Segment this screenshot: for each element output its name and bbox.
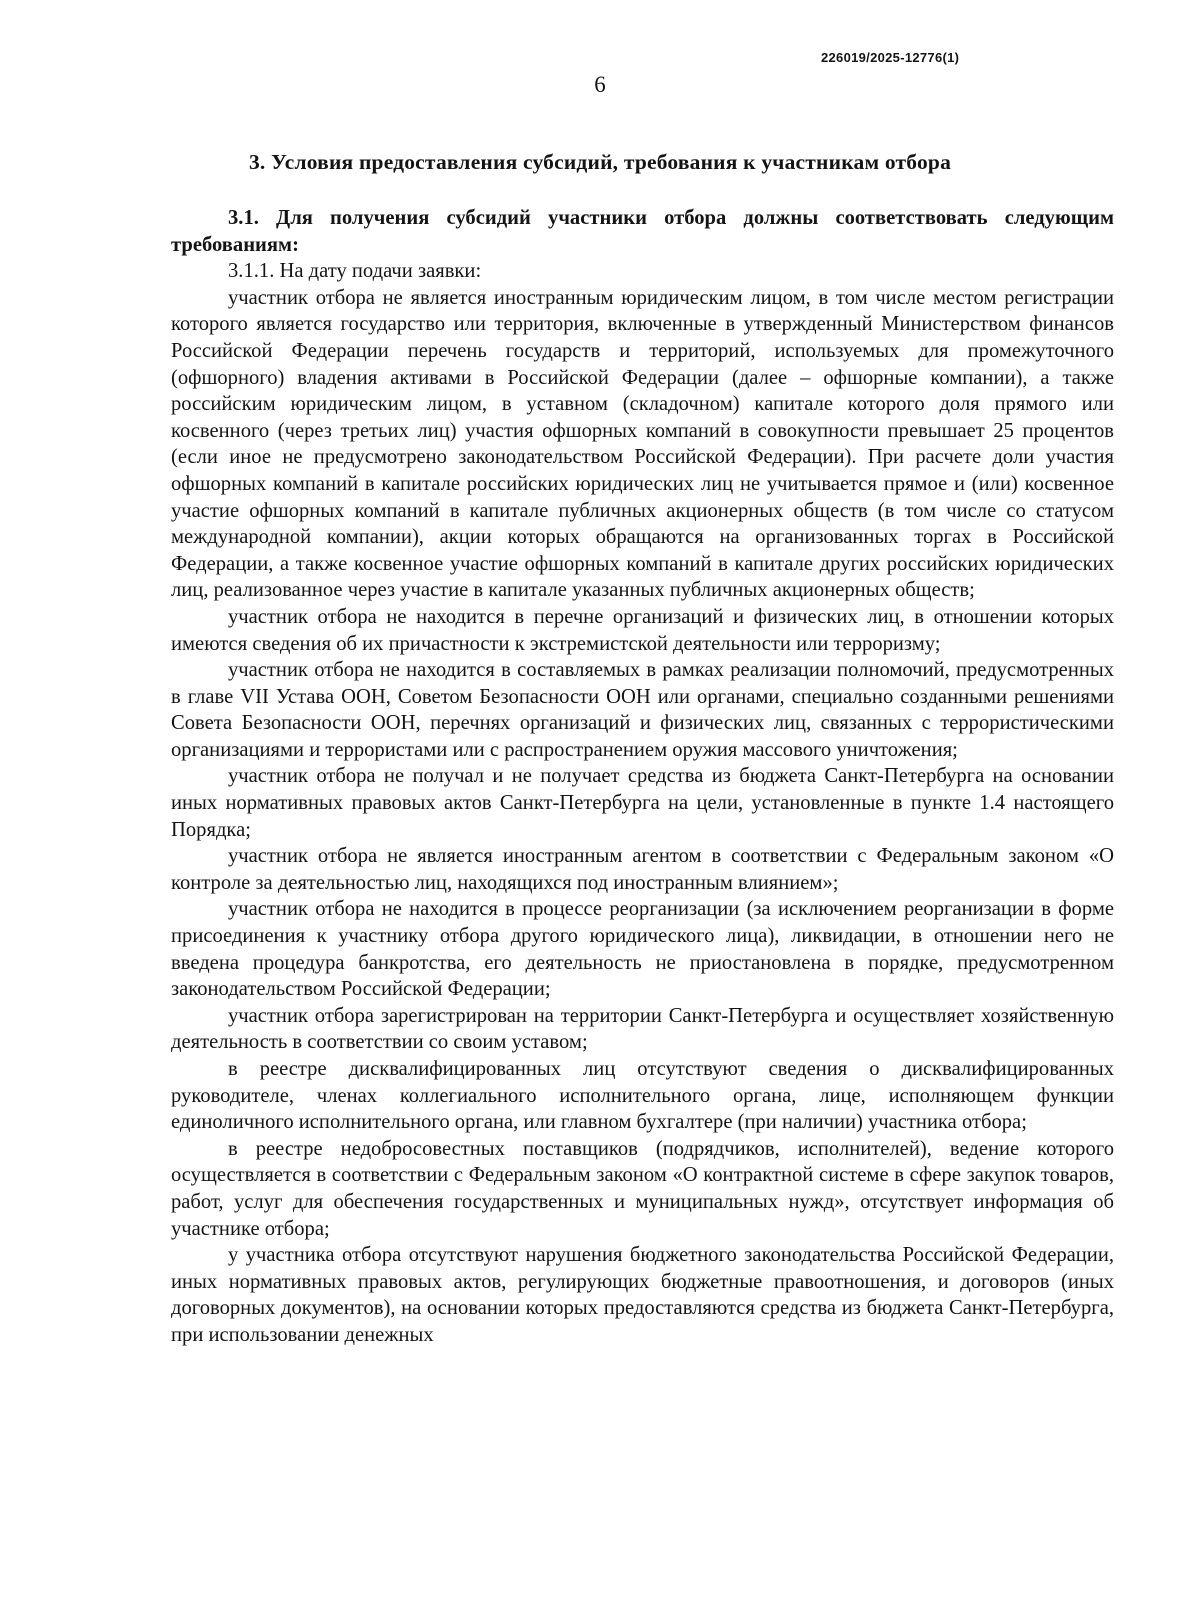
- paragraph-registration: участник отбора зарегистрирован на территории Санкт-Петербурга и осуществляет хозяйственную деятельность в соответствии со своим уставом;: [171, 1004, 1114, 1054]
- paragraph-offshore: участник отбора не является иностранным юридическим лицом, в том числе местом регистрации которого является государство или территория, включенные в утвержденный Министерством финансов Российской Федерации перечень государств и территорий, используемых для промежуточного (офшорного) владения активами в Российской Федерации (далее – офшорные компании), а также российским юридическим лицом, в уставном (складочном) капитале которого доля прямого или косвенного (через третьих лиц) участия офшорных компаний в совокупности превышает 25 процентов (если иное не предусмотрено законодательством Российской Федерации). При расчете доли участия офшорных компаний в капитале российских юридических лиц не учитывается прямое и (или) косвенное участие офшорных компаний в капитале публичных акционерных обществ (в том числе со статусом международной компании), акции которых обращаются на организованных торгах в Российской Федерации, а также косвенное участие офшорных компаний в капитале других российских юридических лиц, реализованное через участие в капитале указанных публичных акционерных обществ;: [171, 286, 1114, 602]
- paragraph-unfair-suppliers: в реестре недобросовестных поставщиков (подрядчиков, исполнителей), ведение которого осуществляется в соответствии с Федеральным законом «О контрактной системе в сфере закупок товаров, работ, услуг для обеспечения государственных и муниципальных нужд», отсутствует информация об участнике отбора;: [171, 1137, 1114, 1240]
- paragraph-budget-violations: у участника отбора отсутствуют нарушения бюджетного законодательства Российской Федерации, иных нормативных правовых актов, регулирующих бюджетные правоотношения, и договоров (иных договорных документов), на основании которых предоставляются средства из бюджета Санкт-Петербурга, при использовании денежных: [171, 1244, 1114, 1346]
- paragraph-budget-funds: участник отбора не получал и не получает средства из бюджета Санкт-Петербурга на основании иных нормативных правовых актов Санкт-Петербурга на цели, установленные в пункте 1.4 настоящего Порядка;: [171, 765, 1114, 841]
- paragraph-3-1: 3.1. Для получения субсидий участники отбора должны соответствовать следующим требованиям:: [171, 207, 1114, 256]
- paragraph-3-1-1: 3.1.1. На дату подачи заявки:: [228, 260, 482, 283]
- paragraph-reorganization: участник отбора не находится в процессе реорганизации (за исключением реорганизации в форме присоединения к участнику отбора другого юридического лица), ликвидации, в отношении него не введена процедура банкротства, его деятельность не приостановлена в порядке, предусмотренном законодательством Российской Федерации;: [171, 898, 1114, 1001]
- document-id: 226019/2025-12776(1): [821, 50, 960, 65]
- section-title: 3. Условия предоставления субсидий, требования к участникам отбора: [248, 150, 952, 174]
- paragraph-disqualified: в реестре дисквалифицированных лиц отсутствуют сведения о дисквалифицированных руководителе, членах коллегиального исполнительного органа, лице, исполняющем функции единоличного исполнительного органа, или главном бухгалтере (при наличии) участника отбора;: [171, 1058, 1114, 1134]
- paragraph-extremism: участник отбора не находится в перечне организаций и физических лиц, в отношении которых имеются сведения об их причастности к экстремистской деятельности или терроризму;: [171, 605, 1114, 655]
- page-number: 6: [594, 72, 606, 97]
- paragraph-foreign-agent: участник отбора не является иностранным агентом в соответствии с Федеральным законом «О контроле за деятельностью лиц, находящихся под иностранным влиянием»;: [171, 845, 1114, 894]
- document-body: [171, 205, 1114, 1349]
- paragraph-un-lists: участник отбора не находится в составляемых в рамках реализации полномочий, предусмотренных в главе VII Устава ООН, Советом Безопасности ООН или органами, специально созданными решениями Совета Безопасности ООН, перечнях организаций и физических лиц, связанных с террористическими организациями и террористами или с распространением оружия массового уничтожения;: [171, 659, 1114, 761]
